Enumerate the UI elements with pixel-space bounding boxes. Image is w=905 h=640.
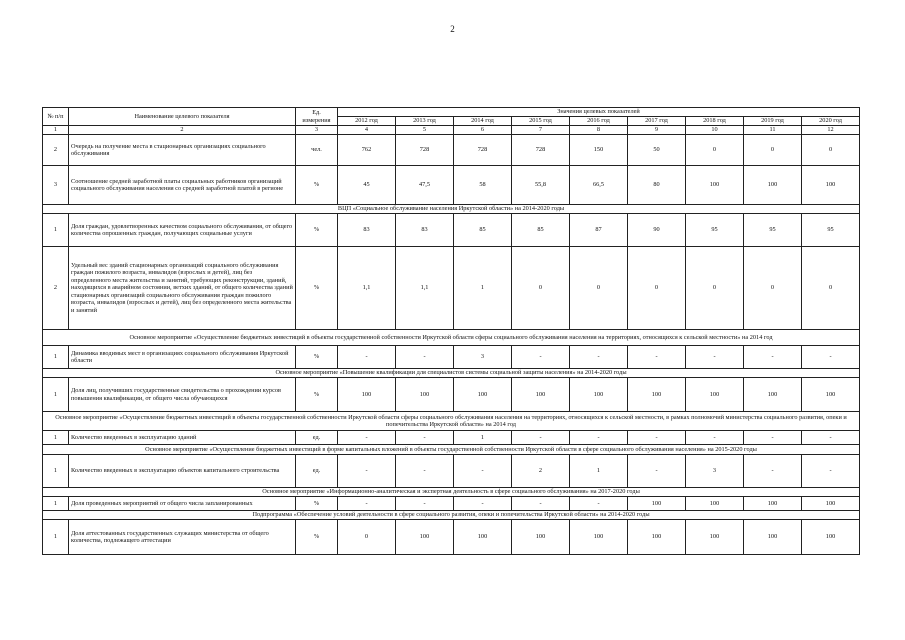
indicator-value: - [454, 455, 512, 488]
section-header-row [43, 412, 860, 431]
indicator-value: - [454, 497, 512, 511]
column-number: 2 [69, 126, 296, 135]
indicator-value: 47,5 [396, 166, 454, 205]
indicator-row [43, 135, 860, 166]
indicator-value: - [570, 497, 628, 511]
indicator-row [43, 166, 860, 205]
unit-of-measure: % [296, 378, 338, 412]
unit-of-measure: % [296, 166, 338, 205]
indicator-value: 2 [512, 455, 570, 488]
indicator-value: 100 [628, 378, 686, 412]
row-number: 2 [43, 247, 69, 330]
indicator-value: 55,8 [512, 166, 570, 205]
indicator-value: 100 [512, 378, 570, 412]
unit-of-measure: ед. [296, 431, 338, 445]
indicator-value: - [628, 455, 686, 488]
header-unit: Ед. измерения [296, 108, 338, 126]
indicator-value: 100 [396, 520, 454, 555]
indicator-value: 1 [454, 431, 512, 445]
indicator-name: Доля лиц, получивших государственные свидетельства о прохождении курсов повышения квалификации, от общего числа обучающихся [69, 378, 296, 412]
indicator-value: 100 [338, 378, 396, 412]
indicator-value: 0 [802, 135, 860, 166]
indicator-value: 728 [454, 135, 512, 166]
indicator-value: 100 [628, 497, 686, 511]
indicator-value: 58 [454, 166, 512, 205]
indicator-value: - [396, 431, 454, 445]
indicator-value: 85 [512, 214, 570, 247]
indicator-value: 83 [338, 214, 396, 247]
indicator-value: 0 [744, 247, 802, 330]
indicator-value: 0 [570, 247, 628, 330]
table-body [43, 135, 860, 555]
indicator-value: 100 [512, 520, 570, 555]
indicator-value: - [338, 497, 396, 511]
column-number: 10 [686, 126, 744, 135]
column-number: 5 [396, 126, 454, 135]
indicator-row [43, 431, 860, 445]
column-number: 7 [512, 126, 570, 135]
indicator-value: 66,5 [570, 166, 628, 205]
section-title: Основное мероприятие «Осуществление бюджетных инвестиций в форме капитальных вложений в объекты государственной собственности Иркутской области в сфере социального обслуживания населения» на 2015-2020 годы [43, 445, 860, 455]
column-number: 4 [338, 126, 396, 135]
row-number: 1 [43, 520, 69, 555]
indicator-value: 95 [686, 214, 744, 247]
indicator-value: 100 [686, 520, 744, 555]
page-number: 2 [450, 24, 455, 34]
indicator-value: 1,1 [396, 247, 454, 330]
row-number: 3 [43, 166, 69, 205]
indicator-value: 100 [744, 520, 802, 555]
header-year: 2015 год [512, 117, 570, 126]
indicator-value: 100 [802, 378, 860, 412]
unit-of-measure: % [296, 520, 338, 555]
indicator-name: Очередь на получение места в стационарных организациях социального обслуживания [69, 135, 296, 166]
indicator-value: - [396, 497, 454, 511]
row-number: 1 [43, 497, 69, 511]
indicator-value: 90 [628, 214, 686, 247]
indicator-value: 100 [802, 497, 860, 511]
section-title: Основное мероприятие «Повышение квалификации для специалистов системы социальной защиты населения» на 2014-2020 годы [43, 369, 860, 378]
indicator-value: - [744, 431, 802, 445]
indicator-value: 1,1 [338, 247, 396, 330]
section-title: Основное мероприятие «Осуществление бюджетных инвестиций в объекты государственной собственности Иркутской области сферы социального обслуживания населения на территориях, относящихся к сельской местности, в рамках полномочий министерства социального развития, опеки и попечительства Иркутской области» на 2014 год [43, 412, 860, 431]
unit-of-measure: ед. [296, 455, 338, 488]
indicator-value: 100 [396, 378, 454, 412]
indicator-name: Удельный вес зданий стационарных организаций социального обслуживания граждан пожилого возраста, инвалидов (взрослых и детей), лиц без определенного места жительства и занятий, требующих реконструкции, зданий, находящихся в аварийном состоянии, ветхих зданий, от общего количества зданий стационарных организаций социального обслуживания граждан пожилого возраста, инвалидов (взрослых и детей), лиц без определенного места жительства и занятий [69, 247, 296, 330]
section-header-row [43, 330, 860, 346]
section-header-row [43, 511, 860, 520]
indicator-row [43, 497, 860, 511]
indicator-value: 85 [454, 214, 512, 247]
indicator-value: 728 [396, 135, 454, 166]
indicator-name: Количество введенных в эксплуатацию объектов капитального строительства [69, 455, 296, 488]
row-number: 1 [43, 431, 69, 445]
indicator-value: - [396, 346, 454, 369]
unit-of-measure: чел. [296, 135, 338, 166]
indicator-value: - [802, 431, 860, 445]
indicator-value: 0 [338, 520, 396, 555]
indicator-value: 728 [512, 135, 570, 166]
indicator-value: 45 [338, 166, 396, 205]
table-header [43, 108, 860, 135]
section-title: ВЦП «Социальное обслуживание населения Иркутской области» на 2014-2020 годы [43, 205, 860, 214]
target-indicators-table [42, 107, 860, 555]
indicator-value: - [338, 455, 396, 488]
section-title: Основное мероприятие «Информационно-аналитическая и экспертная деятельность в сфере социального обслуживания» на 2017-2020 годы [43, 488, 860, 497]
column-number: 6 [454, 126, 512, 135]
indicator-value: 0 [512, 247, 570, 330]
indicator-value: 50 [628, 135, 686, 166]
indicator-name: Доля аттестованных государственных служащих министерства от общего количества, подлежащего аттестации [69, 520, 296, 555]
indicator-value: 100 [686, 378, 744, 412]
header-target-values: Значения целевых показателей [338, 108, 860, 117]
indicator-value: - [338, 346, 396, 369]
indicator-value: - [686, 346, 744, 369]
indicator-row [43, 520, 860, 555]
row-number: 2 [43, 135, 69, 166]
indicator-value: 0 [802, 247, 860, 330]
section-title: Подпрограмма «Обеспечение условий деятельности в сфере социального развития, опеки и попечительства Иркутской области» на 2014-2020 годы [43, 511, 860, 520]
indicator-value: - [338, 431, 396, 445]
unit-of-measure: % [296, 214, 338, 247]
section-header-row [43, 205, 860, 214]
section-header-row [43, 445, 860, 455]
indicator-row [43, 378, 860, 412]
indicator-value: 95 [802, 214, 860, 247]
indicator-value: - [744, 346, 802, 369]
header-year: 2014 год [454, 117, 512, 126]
indicator-value: 80 [628, 166, 686, 205]
header-year: 2017 год [628, 117, 686, 126]
indicator-value: - [512, 431, 570, 445]
column-number: 1 [43, 126, 69, 135]
indicator-name: Динамика вводимых мест в организациях социального обслуживания Иркутской области [69, 346, 296, 369]
section-title: Основное мероприятие «Осуществление бюджетных инвестиций в объекты государственной собственности Иркутской области сферы социального обслуживания населения на территориях, относящихся к сельской местности» на 2014 год [43, 330, 860, 346]
header-row-number: № п/п [43, 108, 69, 126]
indicator-value: 100 [686, 497, 744, 511]
header-year: 2016 год [570, 117, 628, 126]
indicator-value: - [512, 346, 570, 369]
indicator-value: - [802, 346, 860, 369]
row-number: 1 [43, 455, 69, 488]
indicator-value: 0 [628, 247, 686, 330]
unit-of-measure: % [296, 247, 338, 330]
indicator-value: 100 [628, 520, 686, 555]
indicator-value: - [744, 455, 802, 488]
header-year: 2012 год [338, 117, 396, 126]
indicator-value: 150 [570, 135, 628, 166]
section-header-row [43, 488, 860, 497]
column-number: 11 [744, 126, 802, 135]
indicator-value: - [396, 455, 454, 488]
row-number: 1 [43, 214, 69, 247]
section-header-row [43, 369, 860, 378]
column-number: 9 [628, 126, 686, 135]
indicator-value: 95 [744, 214, 802, 247]
indicator-row [43, 247, 860, 330]
row-number: 1 [43, 378, 69, 412]
indicator-value: 100 [570, 378, 628, 412]
indicator-value: - [570, 346, 628, 369]
indicator-value: 3 [686, 455, 744, 488]
indicator-value: 0 [686, 247, 744, 330]
header-year: 2018 год [686, 117, 744, 126]
header-year: 2019 год [744, 117, 802, 126]
column-number: 8 [570, 126, 628, 135]
indicator-value: 100 [744, 166, 802, 205]
indicator-value: 100 [802, 520, 860, 555]
indicator-value: 1 [570, 455, 628, 488]
header-indicator-name: Наименование целевого показателя [69, 108, 296, 126]
indicator-value: - [628, 346, 686, 369]
indicator-value: 0 [686, 135, 744, 166]
indicator-row [43, 455, 860, 488]
column-number: 3 [296, 126, 338, 135]
indicator-value: 100 [454, 378, 512, 412]
indicator-value: 83 [396, 214, 454, 247]
indicator-value: 762 [338, 135, 396, 166]
indicator-value: 100 [744, 378, 802, 412]
header-year: 2020 год [802, 117, 860, 126]
indicator-name: Соотношение средней заработной платы социальных работников организаций социального обслуживания населения со средней заработной платой в регионе [69, 166, 296, 205]
indicator-value: 100 [686, 166, 744, 205]
indicator-value: 87 [570, 214, 628, 247]
indicator-name: Доля граждан, удовлетворенных качеством социального обслуживания, от общего количества опрошенных граждан, получающих социальные услуги [69, 214, 296, 247]
indicator-row [43, 214, 860, 247]
indicator-value: 3 [454, 346, 512, 369]
indicator-value: - [570, 431, 628, 445]
indicator-value: 100 [744, 497, 802, 511]
indicator-value: - [628, 431, 686, 445]
column-number: 12 [802, 126, 860, 135]
unit-of-measure: % [296, 346, 338, 369]
unit-of-measure: % [296, 497, 338, 511]
indicator-value: 100 [454, 520, 512, 555]
indicator-value: 100 [570, 520, 628, 555]
indicator-value: 100 [802, 166, 860, 205]
indicator-value: 1 [454, 247, 512, 330]
header-year: 2013 год [396, 117, 454, 126]
indicator-row [43, 346, 860, 369]
indicator-value: - [802, 455, 860, 488]
indicator-name: Доля проведенных мероприятий от общего числа запланированных [69, 497, 296, 511]
indicator-value: - [686, 431, 744, 445]
row-number: 1 [43, 346, 69, 369]
indicator-name: Количество введенных в эксплуатацию зданий [69, 431, 296, 445]
indicator-value: 0 [744, 135, 802, 166]
indicator-value: - [512, 497, 570, 511]
